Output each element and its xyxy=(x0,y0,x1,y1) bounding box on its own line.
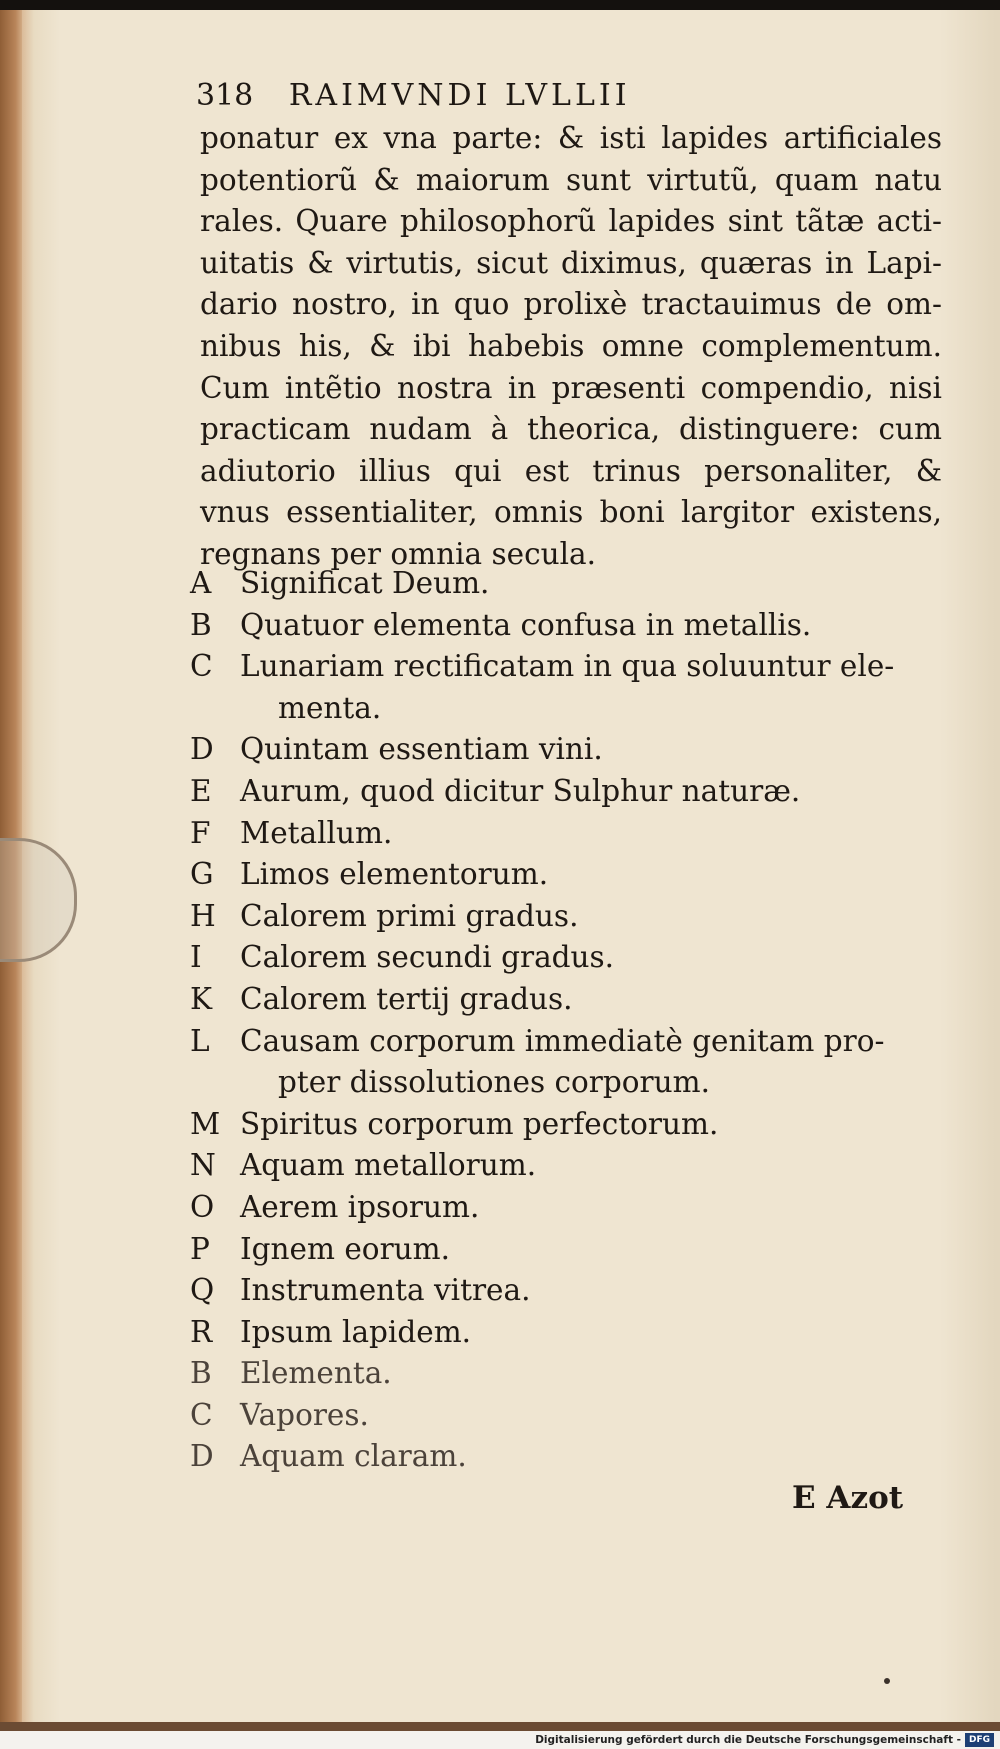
list-item-letter: R xyxy=(190,1314,213,1349)
list-item-letter: D xyxy=(190,1439,214,1474)
symbol-list xyxy=(190,563,950,1478)
list-item-text: Aurum, quod dicitur Sulphur naturæ. xyxy=(240,773,801,808)
list-item-text: Aquam metallorum. xyxy=(240,1148,537,1183)
list-item xyxy=(190,688,950,730)
list-item xyxy=(190,1021,950,1063)
list-item xyxy=(190,1145,950,1187)
list-item xyxy=(190,854,950,896)
list-item-letter: G xyxy=(190,857,214,892)
list-item-letter: C xyxy=(190,1397,213,1432)
list-item-text: Aquam claram. xyxy=(240,1439,467,1474)
list-item xyxy=(190,646,950,688)
list-item-text: Quintam essentiam vini. xyxy=(240,732,603,767)
list-item-letter: E xyxy=(190,773,212,808)
list-item-text: Aerem ipsorum. xyxy=(240,1189,480,1224)
body-line: practicam nudam à theorica, distinguere: cum xyxy=(200,412,942,447)
list-item-text: Quatuor elementa confusa in metallis. xyxy=(240,607,812,642)
page-number: 318 xyxy=(196,78,254,113)
list-item-text: Lunariam rectificatam in qua soluuntur ele- xyxy=(240,649,895,684)
footer-bar xyxy=(0,1731,1000,1749)
running-head: RAIMVNDI LVLLII xyxy=(288,78,631,113)
list-item xyxy=(190,1436,950,1478)
list-item xyxy=(190,1187,950,1229)
list-item-letter: K xyxy=(190,981,213,1016)
body-text xyxy=(200,118,942,576)
list-item-text: Vapores. xyxy=(240,1397,369,1432)
list-item-letter: F xyxy=(190,815,211,850)
list-item xyxy=(190,979,950,1021)
page-bottom-edge xyxy=(0,1722,1000,1731)
list-item-letter: C xyxy=(190,649,213,684)
dfg-logo-icon: DFG xyxy=(965,1733,994,1747)
list-item xyxy=(190,1353,950,1395)
page-header xyxy=(196,78,796,113)
list-item xyxy=(190,1270,950,1312)
body-line: rales. Quare philosophorũ lapides sint tãtæ acti- xyxy=(200,204,942,239)
list-item-letter: M xyxy=(190,1106,221,1141)
body-line: Cum intẽtio nostra in præsenti compendio, nisi xyxy=(200,370,942,405)
list-item-text: Limos elementorum. xyxy=(240,857,549,892)
list-item xyxy=(190,1395,950,1437)
body-line: nibus his, & ibi habebis omne complementum. xyxy=(200,328,942,363)
list-item-text: Significat Deum. xyxy=(240,566,490,600)
list-item-text: Instrumenta vitrea. xyxy=(240,1273,531,1308)
list-item-text: Calorem secundi gradus. xyxy=(240,940,615,975)
list-item xyxy=(190,1312,950,1354)
body-line: potentiorũ & maiorum sunt virtutũ, quam natu xyxy=(200,162,942,197)
list-item xyxy=(190,605,950,647)
list-item-letter: L xyxy=(190,1023,210,1058)
body-line: regnans per omnia secula. xyxy=(200,536,597,571)
body-line: vnus essentialiter, omnis boni largitor existens, xyxy=(200,495,942,530)
list-item-letter: B xyxy=(190,1356,212,1391)
list-item-letter: I xyxy=(190,940,202,975)
list-item-text: Calorem primi gradus. xyxy=(240,898,579,933)
body-line: dario nostro, in quo prolixè tractauimus de om- xyxy=(200,287,942,322)
list-item-letter: D xyxy=(190,732,214,767)
list-item xyxy=(190,771,950,813)
list-item xyxy=(190,729,950,771)
list-item xyxy=(190,563,950,605)
list-item-letter: O xyxy=(190,1189,215,1224)
list-item xyxy=(190,1229,950,1271)
list-item xyxy=(190,1104,950,1146)
ink-speck xyxy=(884,1678,890,1684)
list-item-text: Calorem tertij gradus. xyxy=(240,981,573,1016)
catchword: E Azot xyxy=(792,1480,904,1516)
list-item-text: Ipsum lapidem. xyxy=(240,1314,472,1349)
list-item-text: Causam corporum immediatè genitam pro- xyxy=(240,1023,885,1058)
list-item-letter: Q xyxy=(190,1273,215,1308)
list-item-letter: A xyxy=(190,566,212,600)
body-line: adiutorio illius qui est trinus personaliter, & xyxy=(200,453,942,488)
list-item xyxy=(190,937,950,979)
list-item-text: menta. xyxy=(278,690,382,725)
list-item xyxy=(190,896,950,938)
list-item-letter: H xyxy=(190,898,216,933)
list-item-text: Ignem eorum. xyxy=(240,1231,451,1266)
list-item-text: Spiritus corporum perfectorum. xyxy=(240,1106,719,1141)
list-item-letter: B xyxy=(190,607,212,642)
list-item-text: Metallum. xyxy=(240,815,393,850)
list-item xyxy=(190,813,950,855)
list-item-text: Elementa. xyxy=(240,1356,392,1391)
list-item-letter: P xyxy=(190,1231,210,1266)
body-line: uitatis & virtutis, sicut diximus, quæras in Lapi- xyxy=(200,245,942,280)
list-item-text: pter dissolutiones corporum. xyxy=(278,1065,710,1100)
footer-text: Digitalisierung gefördert durch die Deutsche Forschungsgemeinschaft - xyxy=(535,1734,961,1746)
body-line: ponatur ex vna parte: & isti lapides artificiales xyxy=(200,121,942,155)
list-item-letter: N xyxy=(190,1148,216,1183)
list-item xyxy=(190,1062,950,1104)
